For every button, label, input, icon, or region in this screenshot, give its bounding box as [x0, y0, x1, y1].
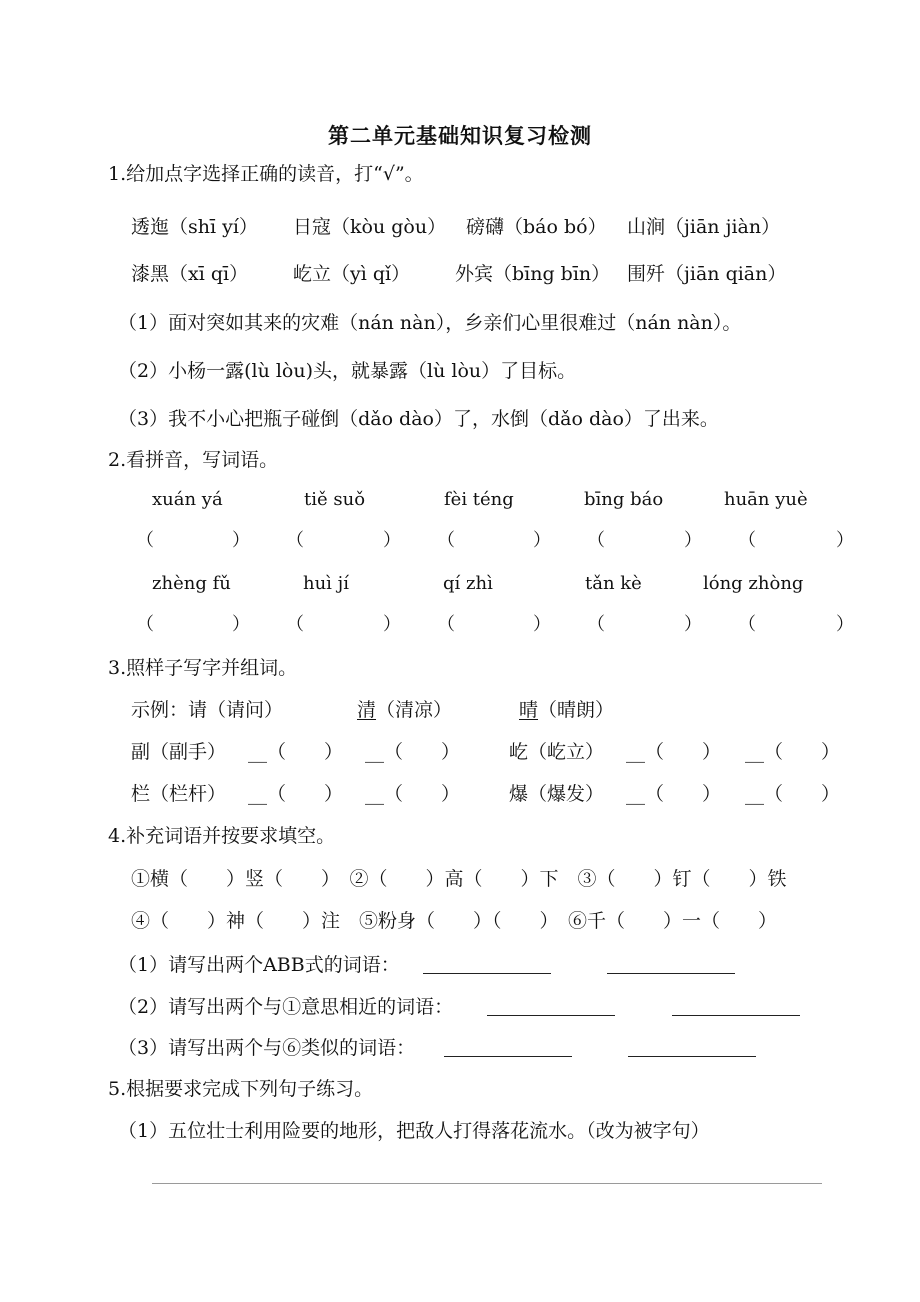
- example-char: 清: [357, 699, 377, 721]
- q1-heading: 1.给加点字选择正确的读音，打“√”。: [108, 163, 424, 185]
- example-word: （晴朗）: [538, 699, 615, 721]
- answer-box-open: （: [286, 530, 304, 551]
- answer-box-close: ）: [232, 530, 250, 551]
- q3-base-word: 栏（栏杆）: [131, 783, 227, 805]
- answer-box-open: （: [738, 530, 756, 551]
- answer-box-close: ）: [836, 530, 854, 551]
- q3-heading: 3.照样子写字并组词。: [108, 657, 298, 679]
- answer-blank: [423, 973, 551, 974]
- q1-option: 山涧（jiān jiàn）: [627, 216, 781, 238]
- pinyin-prompt: qí zhì: [443, 573, 493, 594]
- answer-box-close: ）: [684, 530, 702, 551]
- q3-slot: __（ ）: [365, 783, 461, 805]
- answer-box-close: ）: [533, 614, 551, 635]
- pinyin-prompt: lóng zhòng: [703, 573, 804, 594]
- answer-box-close: ）: [383, 530, 401, 551]
- answer-box-open: （: [437, 614, 455, 635]
- q1-sentence-3: （3）我不小心把瓶子碰倒（dǎo dào）了，水倒（dǎo dào）了出来。: [118, 408, 719, 430]
- pinyin-prompt: huì jí: [303, 573, 350, 594]
- q3-slot: __（ ）: [248, 783, 344, 805]
- answer-blank: [487, 1015, 615, 1016]
- answer-box-close: ）: [383, 614, 401, 635]
- q3-slot: __（ ）: [626, 783, 722, 805]
- pinyin-prompt: bīng báo: [584, 489, 664, 510]
- q3-base-word: 副（副手）: [131, 741, 227, 763]
- answer-blank: [628, 1056, 756, 1057]
- q1-sentence-1: （1）面对突如其来的灾难（nán nàn），乡亲们心里很难过（nán nàn）。: [118, 312, 742, 334]
- q4-idioms-line-1: ①横（ ）竖（ ） ②（ ）高（ ）下 ③（ ）钉（ ）铁: [131, 868, 787, 890]
- q3-example-3: [519, 698, 614, 722]
- q3-slot: __（ ）: [745, 783, 841, 805]
- q1-option: 透迤（shī yí）: [131, 216, 258, 238]
- answer-blank: [607, 973, 735, 974]
- q3-slot: __（ ）: [248, 741, 344, 763]
- q3-base-word: 屹（屹立）: [509, 741, 605, 763]
- q1-option: 漆黑（xī qī）: [131, 263, 249, 285]
- q1-option: 围歼（jiān qiān）: [627, 263, 787, 285]
- q1-option: 日寇（kòu gòu）: [293, 216, 447, 238]
- q2-heading: 2.看拼音，写词语。: [108, 449, 279, 471]
- answer-box-open: （: [437, 530, 455, 551]
- q1-option: 屹立（yì qǐ）: [293, 263, 411, 285]
- q1-option: 磅礴（báo bó）: [466, 216, 607, 238]
- example-word: （清凉）: [376, 699, 453, 721]
- answer-box-open: （: [738, 614, 756, 635]
- answer-blank: [672, 1015, 800, 1016]
- answer-box-open: （: [136, 614, 154, 635]
- q3-slot: __（ ）: [745, 741, 841, 763]
- q3-base-word: 爆（爆发）: [509, 783, 605, 805]
- pinyin-prompt: tiě suǒ: [304, 489, 366, 510]
- q1-sentence-2: （2）小杨一露(lù lòu)头，就暴露（lù lòu）了目标。: [118, 360, 577, 382]
- answer-box-open: （: [587, 530, 605, 551]
- example-char: 晴: [519, 699, 539, 721]
- q3-slot: __（ ）: [626, 741, 722, 763]
- answer-box-open: （: [136, 530, 154, 551]
- answer-line: [152, 1183, 822, 1184]
- pinyin-prompt: fèi téng: [444, 489, 514, 510]
- page-title: 第二单元基础知识复习检测: [328, 123, 592, 148]
- answer-box-close: ）: [533, 530, 551, 551]
- q5-heading: 5.根据要求完成下列句子练习。: [108, 1078, 374, 1100]
- answer-box-close: ）: [836, 614, 854, 635]
- q3-example: 示例：请（请问）: [131, 699, 284, 721]
- answer-blank: [444, 1056, 572, 1057]
- q4-idioms-line-2: ④（ ）神（ ）注 ⑤粉身（ ）（ ） ⑥千（ ）一（ ）: [131, 910, 778, 932]
- pinyin-prompt: zhèng fǔ: [152, 573, 231, 594]
- q1-option: 外宾（bīng bīn）: [455, 263, 611, 285]
- answer-box-close: ）: [232, 614, 250, 635]
- pinyin-prompt: huān yuè: [724, 489, 808, 510]
- q4-prompt-3: （3）请写出两个与⑥类似的词语：: [118, 1037, 416, 1059]
- answer-box-close: ）: [684, 614, 702, 635]
- q4-prompt-1: （1）请写出两个ABB式的词语：: [118, 954, 400, 976]
- pinyin-prompt: xuán yá: [152, 489, 223, 510]
- q4-prompt-2: （2）请写出两个与①意思相近的词语：: [118, 996, 454, 1018]
- q5-sentence-1: （1）五位壮士利用险要的地形，把敌人打得落花流水。（改为被字句）: [118, 1120, 710, 1142]
- q4-heading: 4.补充词语并按要求填空。: [108, 825, 336, 847]
- q3-example-2: [357, 698, 452, 722]
- answer-box-open: （: [286, 614, 304, 635]
- answer-box-open: （: [587, 614, 605, 635]
- q3-slot: __（ ）: [365, 741, 461, 763]
- pinyin-prompt: tǎn kè: [585, 573, 642, 594]
